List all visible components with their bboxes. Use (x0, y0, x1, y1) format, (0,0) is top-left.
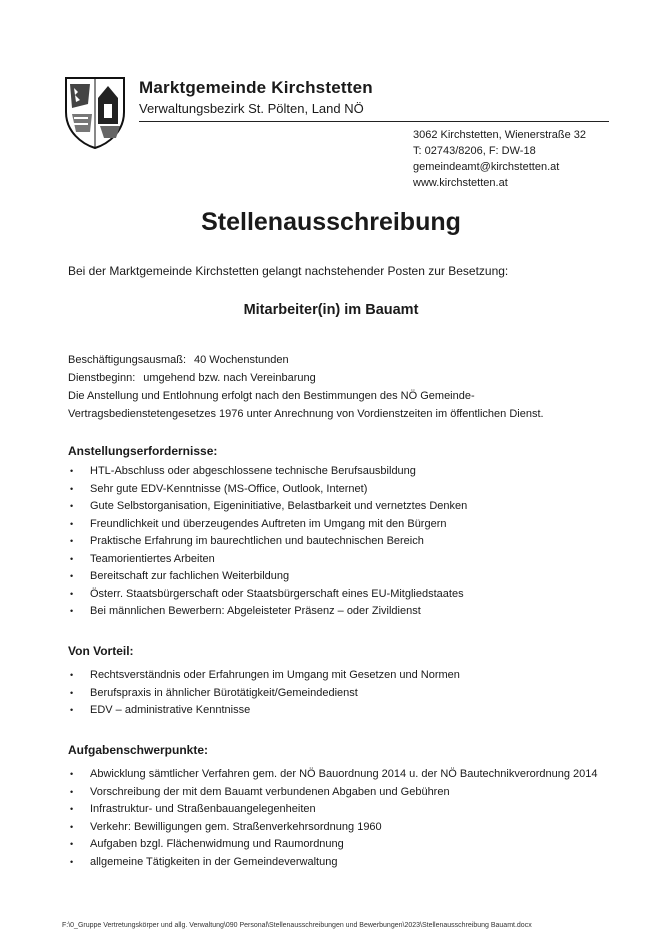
section-title-requirements: Anstellungserfordernisse: (68, 444, 218, 458)
bullet-icon: • (70, 670, 74, 680)
list-item: • Aufgaben bzgl. Flächenwidmung und Raumordnung (68, 836, 598, 854)
list-item: • Infrastruktur- und Straßenbauangelegenheiten (68, 801, 598, 819)
bullet-icon: • (70, 553, 74, 564)
start-value: umgehend bzw. nach Vereinbarung (143, 372, 316, 384)
bullet-icon: • (70, 786, 74, 797)
list-item: • Rechtsverständnis oder Erfahrungen im Umgang mit Gesetzen und Normen (68, 667, 460, 685)
section-title-advantages: Von Vorteil: (68, 644, 134, 658)
bullet-icon: • (70, 588, 74, 599)
bullet-icon: • (70, 536, 74, 546)
bullet-icon: • (70, 804, 74, 814)
scope-line (68, 351, 544, 369)
list-item: • Freundlichkeit und überzeugendes Auftreten im Umgang mit den Bürgern (68, 516, 467, 534)
employment-terms (68, 351, 544, 423)
requirements-list (68, 463, 467, 621)
organization-name: Marktgemeinde Kirchstetten (139, 78, 373, 97)
terms-line-3: Die Anstellung und Entlohnung erfolgt nach den Bestimmungen des NÖ Gemeinde- (68, 390, 475, 402)
document-title: Stellenausschreibung (201, 208, 461, 236)
bullet-icon: • (70, 501, 74, 511)
header-divider (139, 121, 609, 122)
start-label: Dienstbeginn: (68, 372, 136, 384)
email-address: gemeindeamt@kirchstetten.at (413, 161, 560, 173)
bullet-icon: • (70, 518, 74, 529)
bullet-icon: • (70, 687, 74, 698)
list-item: • Bei männlichen Bewerbern: Abgeleisteter Präsenz – oder Zivildienst (68, 603, 467, 621)
bullet-icon: • (70, 571, 74, 581)
list-item: • Bereitschaft zur fachlichen Weiterbildung (68, 568, 467, 586)
terms-line-4: Vertragsbedienstetengesetzes 1976 unter Anrechnung von Vordienstzeiten im öffentlichen Dienst. (68, 408, 544, 420)
list-item: • HTL-Abschluss oder abgeschlossene technische Berufsausbildung (68, 463, 467, 481)
organization-district: Verwaltungsbezirk St. Pölten, Land NÖ (139, 101, 364, 116)
advantages-list (68, 667, 460, 720)
list-item: • Verkehr: Bewilligungen gem. Straßenverkehrsordnung 1960 (68, 819, 598, 837)
list-item: • Sehr gute EDV-Kenntnisse (MS-Office, Outlook, Internet) (68, 481, 467, 499)
website: www.kirchstetten.at (413, 177, 508, 189)
list-item: • Praktische Erfahrung im baurechtlichen und bautechnischen Bereich (68, 533, 467, 551)
bullet-icon: • (70, 769, 74, 779)
address: 3062 Kirchstetten, Wienerstraße 32 (413, 129, 587, 141)
list-item: • Österr. Staatsbürgerschaft oder Staatsbürgerschaft eines EU-Mitgliedstaates (68, 586, 467, 604)
list-item: • allgemeine Tätigkeiten in der Gemeindeverwaltung (68, 854, 598, 872)
coat-of-arms-icon (62, 74, 128, 150)
tasks-list (68, 766, 598, 871)
section-title-tasks: Aufgabenschwerpunkte: (68, 743, 209, 757)
bullet-icon: • (70, 856, 74, 867)
bullet-icon: • (70, 839, 74, 849)
contact-block (413, 127, 586, 191)
phone-fax: T: 02743/8206, F: DW-18 (413, 145, 536, 157)
bullet-icon: • (70, 483, 74, 494)
bullet-icon: • (70, 606, 74, 616)
file-path-footer: F:\0_Gruppe Vertretungskörper und allg. Verwaltung\090 Personal\Stellenausschreibungen und Bewerbungen\2023\Stellenausschreibung Bauamt.docx (62, 922, 532, 929)
scope-value: 40 Wochenstunden (194, 354, 289, 366)
position-title: Mitarbeiter(in) im Bauamt (243, 302, 419, 318)
list-item: • Abwicklung sämtlicher Verfahren gem. der NÖ Bauordnung 2014 u. der NÖ Bautechnikverordnung 2014 (68, 766, 598, 784)
start-line (68, 369, 544, 387)
scope-label: Beschäftigungsausmaß: (68, 354, 187, 366)
list-item: • EDV – administrative Kenntnisse (68, 702, 460, 720)
list-item: • Berufspraxis in ähnlicher Bürotätigkeit/Gemeindedienst (68, 685, 460, 703)
intro-text: Bei der Marktgemeinde Kirchstetten gelangt nachstehender Posten zur Besetzung: (68, 264, 509, 278)
bullet-icon: • (70, 705, 74, 715)
list-item: • Teamorientiertes Arbeiten (68, 551, 467, 569)
bullet-icon: • (70, 821, 74, 832)
list-item: • Gute Selbstorganisation, Eigeninitiative, Belastbarkeit und vernetztes Denken (68, 498, 467, 516)
list-item: • Vorschreibung der mit dem Bauamt verbundenen Abgaben und Gebühren (68, 784, 598, 802)
bullet-icon: • (70, 466, 74, 476)
